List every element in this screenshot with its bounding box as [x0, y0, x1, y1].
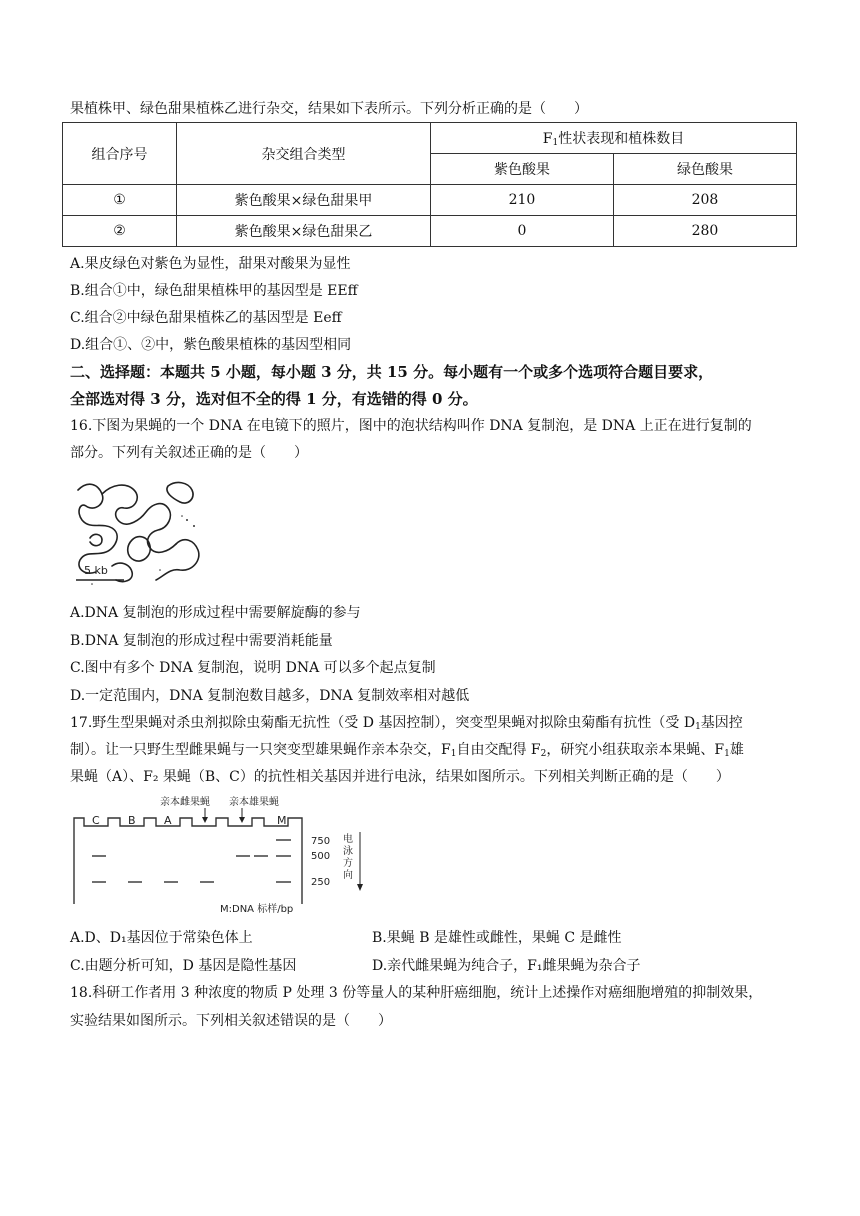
- svg-text:电: 电: [343, 834, 353, 845]
- q15-option-c: C.组合②中绿色甜果植株乙的基因型是 Eeff: [70, 310, 342, 326]
- header-index: 组合序号: [63, 123, 177, 185]
- marker-label-750: 750: [311, 836, 331, 847]
- q16-stem-line1: 16.下图为果蝇的一个 DNA 在电镜下的照片，图中的泡状结构叫作 DNA 复制泡，是 DNA 上正在进行复制的: [70, 418, 752, 434]
- svg-text:向: 向: [343, 870, 353, 881]
- q16-stem-line2: 部分。下列有关叙述正确的是（ ）: [70, 445, 308, 461]
- row-green-count: 280: [613, 216, 796, 247]
- q15-option-b: B.组合①中，绿色甜果植株甲的基因型是 EEff: [70, 283, 358, 299]
- q17-option-d: D.亲代雌果蝇为纯合子，F₁雌果蝇为杂合子: [372, 958, 641, 974]
- gel-electrophoresis-figure: [70, 792, 370, 914]
- header-type: 杂交组合类型: [177, 123, 431, 185]
- direction-label: [343, 832, 353, 881]
- row-purple-count: 0: [431, 216, 614, 247]
- row-purple-count: 210: [431, 185, 614, 216]
- lane-label-a: A: [164, 814, 172, 827]
- row-type: 紫色酸果×绿色甜果甲: [177, 185, 431, 216]
- q18-stem-line1: 18.科研工作者用 3 种浓度的物质 P 处理 3 份等量人的某种肝癌细胞，统计上述操作对癌细胞增殖的抑制效果，: [70, 985, 763, 1001]
- q17-option-b: B.果蝇 B 是雄性或雌性，果蝇 C 是雌性: [372, 930, 622, 946]
- q17-option-c: C.由题分析可知，D 基因是隐性基因: [70, 958, 297, 974]
- q17-stem-line3: 果蝇（A）、F₂ 果蝇（B、C）的抗性相关基因并进行电泳，结果如图所示。下列相关判断正确的是（ ）: [70, 769, 730, 785]
- lane-label-c: C: [92, 814, 100, 827]
- svg-text:泳: 泳: [343, 846, 353, 857]
- row-green-count: 208: [613, 185, 796, 216]
- q17-stem-line2: 制）。让一只野生型雌果蝇与一只突变型雄果蝇作亲本杂交，$F_1$自由交配得 $F_2$，研究小组获取亲本果蝇、$F_1$雄: [70, 742, 744, 759]
- row-type: 紫色酸果×绿色甜果乙: [177, 216, 431, 247]
- header-purple-sour: 紫色酸果: [431, 154, 614, 185]
- label-parent-male: 亲本雄果蝇: [229, 797, 279, 808]
- intro-text: 果植株甲、绿色甜果植株乙进行杂交，结果如下表所示。下列分析正确的是（ ）: [70, 101, 588, 117]
- scale-bar-label: 5 kb: [84, 564, 108, 577]
- section2-heading-line1: 二、选择题：本题共 5 小题，每小题 3 分，共 15 分。每小题有一个或多个选项符合题目要求，: [70, 363, 714, 381]
- marker-label-250: 250: [311, 877, 331, 888]
- q18-stem-line2: 实验结果如图所示。下列相关叙述错误的是（ ）: [70, 1013, 392, 1029]
- table-row: [63, 185, 797, 216]
- header-f1: $F_1$性状表现和植株数目: [431, 123, 797, 154]
- q17-option-a: A.D、D₁基因位于常染色体上: [70, 930, 253, 946]
- header-green-sour: 绿色酸果: [613, 154, 796, 185]
- row-index: ①: [63, 185, 177, 216]
- dna-micrograph-figure: [72, 476, 204, 588]
- section2-heading-line2: 全部选对得 3 分，选对但不全的得 1 分，有选错的得 0 分。: [70, 390, 478, 408]
- q16-option-a: A.DNA 复制泡的形成过程中需要解旋酶的参与: [70, 605, 361, 621]
- q16-option-b: B.DNA 复制泡的形成过程中需要消耗能量: [70, 633, 333, 649]
- q15-option-a: A.果皮绿色对紫色为显性，甜果对酸果为显性: [70, 256, 351, 272]
- cross-table: [62, 122, 797, 247]
- marker-label-500: 500: [311, 851, 331, 862]
- lane-label-m: M: [277, 814, 287, 827]
- label-parent-female: 亲本雌果蝇: [160, 797, 210, 808]
- arrow-down-icon: [357, 884, 363, 891]
- q15-option-d: D.组合①、②中，紫色酸果植株的基因型相同: [70, 337, 352, 353]
- svg-text:方: 方: [343, 858, 353, 869]
- q16-option-c: C.图中有多个 DNA 复制泡，说明 DNA 可以多个起点复制: [70, 660, 436, 676]
- q17-stem-line1: 17.野生型果蝇对杀虫剂拟除虫菊酯无抗性（受 D 基因控制），突变型果蝇对拟除虫菊酯有抗性（受 $D_1$基因控: [70, 715, 743, 732]
- q16-option-d: D.一定范围内，DNA 复制泡数目越多，DNA 复制效率相对越低: [70, 688, 470, 704]
- row-index: ②: [63, 216, 177, 247]
- table-row: [63, 216, 797, 247]
- lane-label-b: B: [128, 814, 136, 827]
- gel-caption: M:DNA 标样/bp: [220, 904, 294, 914]
